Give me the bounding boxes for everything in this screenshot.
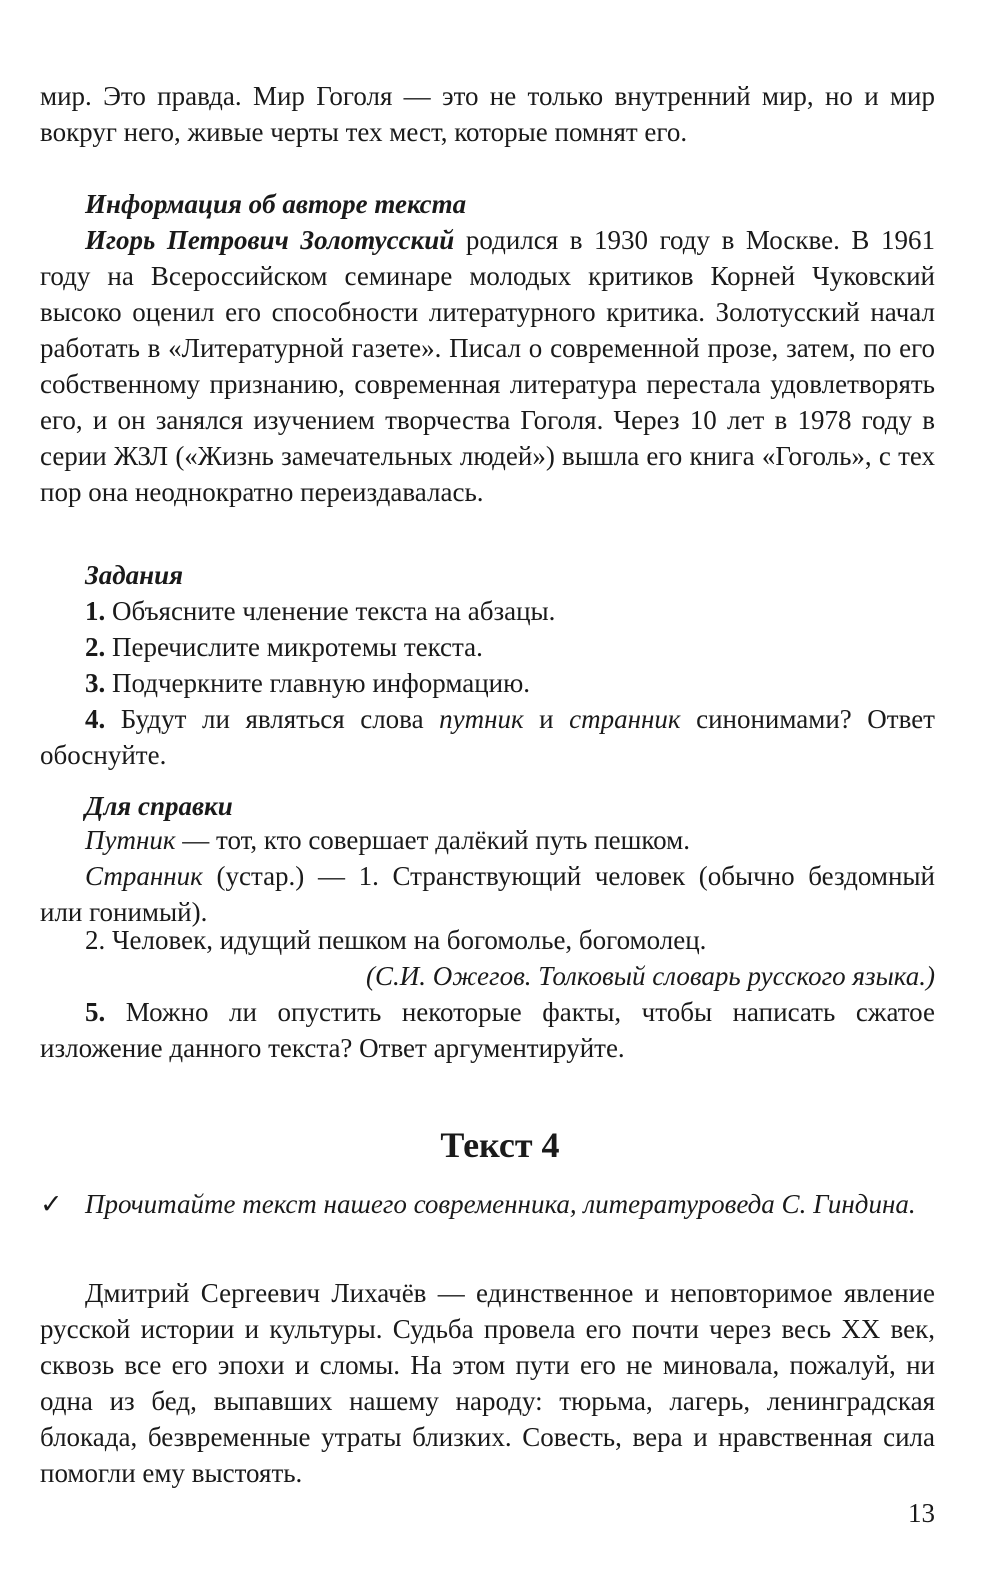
task-1 [40,593,935,629]
text-4-paragraph: Дмитрий Сергеевич Лихачёв — единственное и неповторимое явление русской истории и культуры. Судьба провела его почти через весь XX век, сквозь все его эпохи и сломы. На этом пути его не миновала, пожалуй, ни одна из бед, выпавших нашему народу: тюрьма, лагерь, ленинградская блокада, безвременные утраты близких. Совесть, вера и нравственная сила помогли ему выстоять. [40,1278,935,1488]
author-info-text: родился в 1930 году в Москве. В 1961 году на Всероссийском семинаре молодых критиков Корней Чуковский высоко оценил его способности литературного критика. Золотусский начал работать в «Литературной газете». Писал о современной прозе, затем, по его собственному признанию, современная литература перестала удовлетворять его, и он занялся изучением творчества Гоголя. Через 10 лет в 1978 году в серии ЖЗЛ («Жизнь замечательных людей») вышла его книга «Гоголь», с тех пор она неоднократно переиздавалась. [40,225,936,507]
reference-entry-strannik-2: 2. Человек, идущий пешком на богомолье, богомолец. [85,925,707,955]
task-4-mid: и [523,704,570,734]
check-mark-icon: ✓ [40,1189,63,1219]
task-number: 2. [85,632,106,662]
task-number: 3. [85,668,106,698]
task-text: Подчеркните главную информацию. [105,668,531,698]
page-number: 13 [908,1498,935,1528]
author-name: Игорь Петрович Золотусский [85,225,455,255]
reference-definition: — тот, кто совершает далёкий путь пешком. [175,825,690,855]
task-text: Объясните членение текста на абзацы. [105,596,556,626]
task-4-pre: Будут ли являться слова [105,704,440,734]
reference-definition: (устар.) — 1. Странствующий человек (обычно бездомный или гонимый). [40,861,935,927]
tasks-heading: Задания [85,560,184,590]
task-number: 1. [85,596,106,626]
task-text: Перечислите микротемы текста. [105,632,483,662]
task-4-word-putnik: путник [439,704,524,734]
reference-word: Странник [85,861,203,891]
task-text: Можно ли опустить некоторые факты, чтобы написать сжатое изложение данного текста? Ответ аргументируйте. [40,997,935,1063]
task-number: 4. [85,704,106,734]
task-2 [40,629,935,665]
reference-heading: Для справки [85,791,233,821]
reference-entry-putnik [40,822,935,858]
task-4 [40,701,935,773]
reference-source: (С.И. Ожегов. Толковый словарь русского языка.) [366,961,935,991]
task-number: 5. [85,997,106,1027]
text-4-instruction [40,1186,935,1222]
task-3 [40,665,935,701]
text-4-title: Текст 4 [440,1125,560,1165]
task-4-post: синонимами? Ответ обоснуйте. [40,704,935,770]
author-info-heading: Информация об авторе текста [85,189,467,219]
task-4-word-strannik: странник [569,704,681,734]
reference-word: Путник [85,825,176,855]
task-5 [40,994,935,1066]
instruction-text: Прочитайте текст нашего современника, литературоведа С. Гиндина. [85,1189,916,1219]
author-info-paragraph [40,222,935,510]
intro-paragraph: мир. Это правда. Мир Гоголя — это не только внутренний мир, но и мир вокруг него, живые черты тех мест, которые помнят его. [40,81,935,147]
reference-entry-strannik [40,858,935,930]
